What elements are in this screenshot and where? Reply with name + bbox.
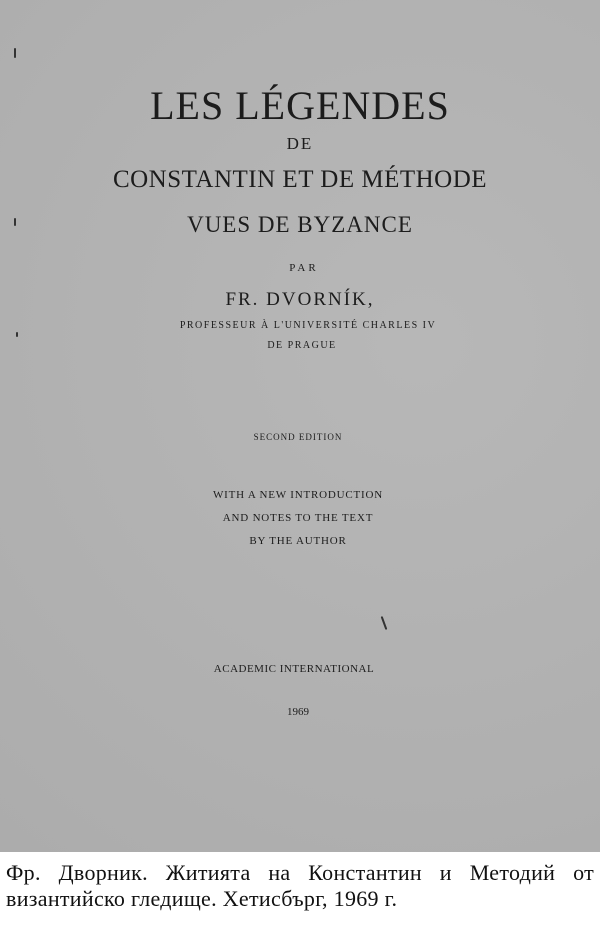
title-connector: DE — [286, 134, 314, 153]
figure-caption: Фр. Дворник. Житията на Константин и Методий от византийско гледище. Хетисбърг, 1969 г. — [6, 860, 594, 911]
author-affiliation-2: DE PRAGUE — [267, 340, 337, 351]
author-affiliation-1: PROFESSEUR À L'UNIVERSITÉ CHARLES IV — [179, 320, 437, 331]
book-title: LES LÉGENDES — [150, 83, 450, 128]
publication-year: 1969 — [287, 706, 309, 718]
edition-note-3: BY THE AUTHOR — [249, 535, 347, 547]
edition-note-1: WITH A NEW INTRODUCTION — [212, 489, 384, 501]
mark-3 — [16, 332, 18, 337]
mark-1 — [14, 48, 16, 58]
mark-4 — [381, 616, 388, 630]
book-subtitle: VUES DE BYZANCE — [187, 212, 413, 237]
book-subjects: CONSTANTIN ET DE MÉTHODE — [112, 166, 488, 193]
by-label: PAR — [289, 262, 319, 274]
edition-note-2: AND NOTES TO THE TEXT — [222, 512, 374, 524]
edition-label: SECOND EDITION — [253, 432, 343, 442]
author-name: FR. DVORNÍK, — [225, 289, 375, 310]
publisher: ACADEMIC INTERNATIONAL — [213, 663, 375, 675]
